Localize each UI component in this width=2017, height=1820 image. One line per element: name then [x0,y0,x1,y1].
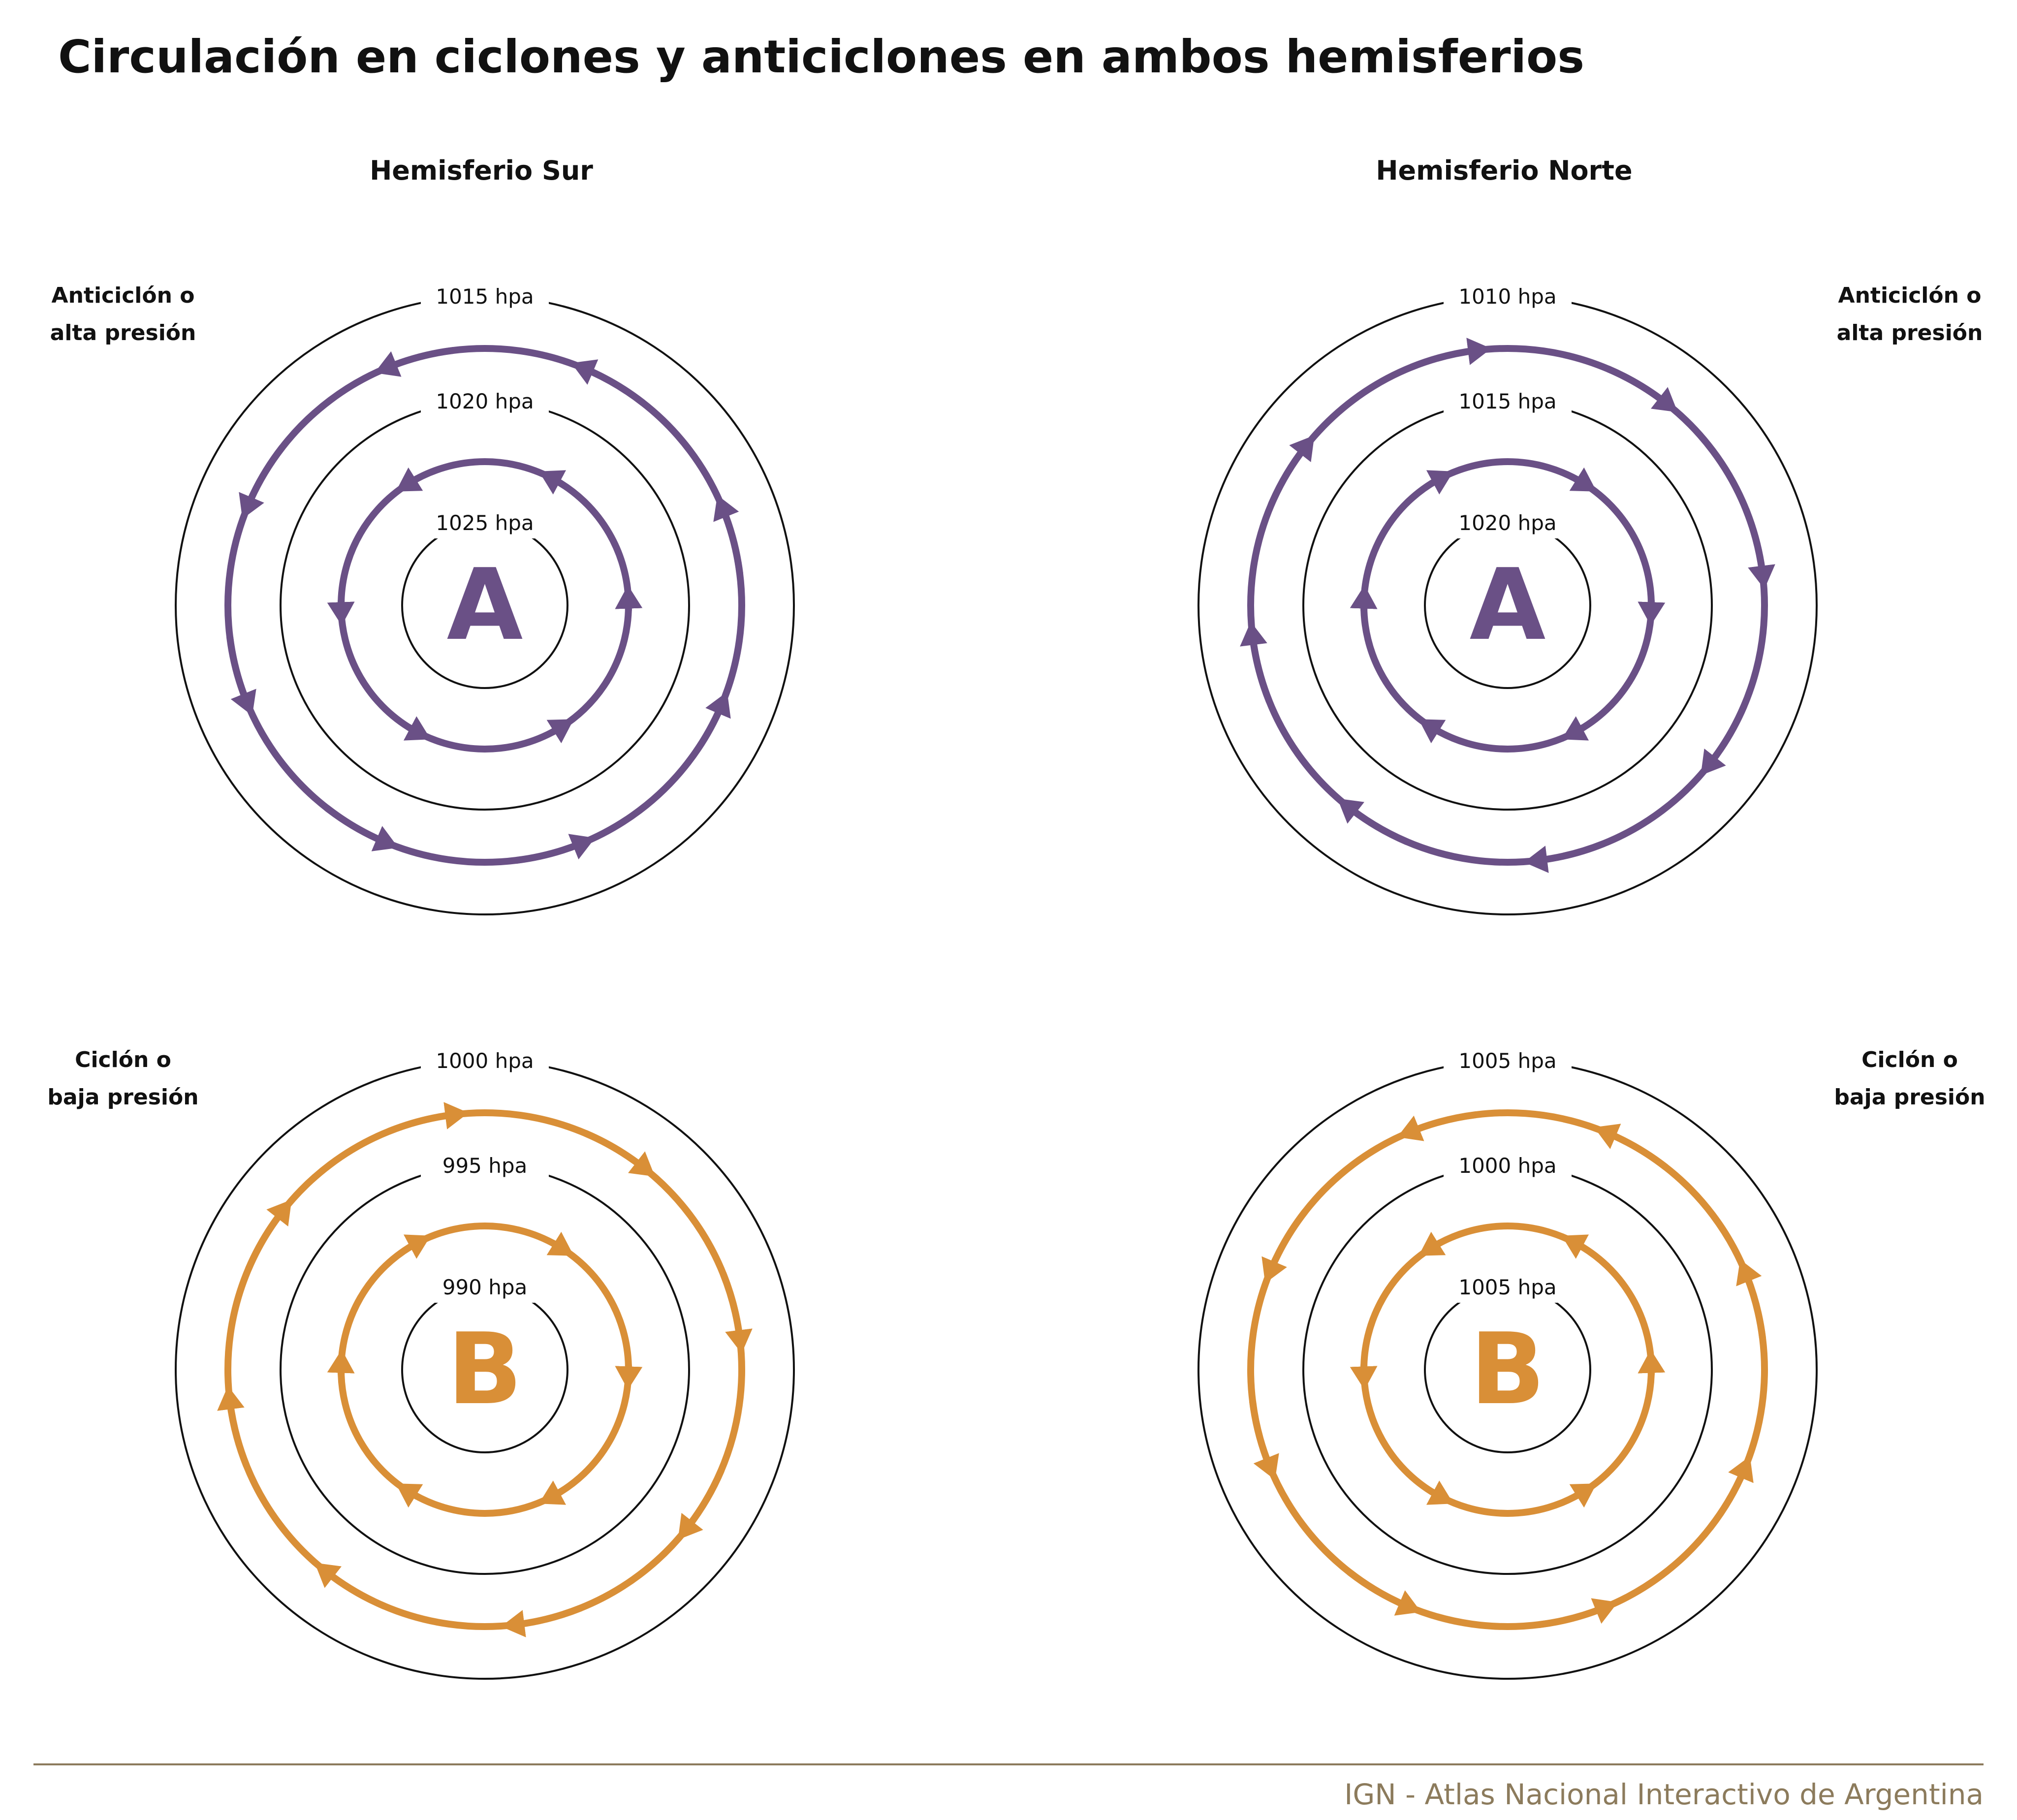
circulation-arrow [552,1365,629,1497]
circulation-arrow [341,478,417,610]
circulation-arrow [552,600,629,732]
pressure-label: 1000 hpa [1458,1154,1557,1178]
circulation-arrow [1364,478,1440,610]
circulation-arrow [341,1365,417,1497]
circulation-arrow [341,600,417,732]
system-type-label: alta presión [50,320,196,345]
hemisphere-title-south: Hemisferio Sur [370,155,593,186]
hemisphere-title-north: Hemisferio Norte [1376,155,1633,186]
circulation-arrow [409,1492,561,1513]
system-type-label: baja presión [47,1085,199,1110]
circulation-arrow [1575,1365,1651,1497]
circulation-arrow [1364,600,1440,732]
footer-divider [33,1763,1984,1765]
system-type-label: Ciclón o [1861,1047,1958,1072]
pressure-label: 1015 hpa [1458,389,1557,413]
circulation-arrow [1575,478,1651,610]
page-title: Circulación en ciclones y anticiclones en ambos hemisferios [58,31,1585,83]
circulation-arrow [1575,600,1651,732]
pressure-label: 1005 hpa [1458,1275,1557,1299]
system-type-label: Ciclón o [75,1047,171,1072]
footer-credit: IGN - Atlas Nacional Interactivo de Argentina [1344,1778,1984,1811]
circulation-arrow [409,1226,561,1248]
pressure-label: 995 hpa [442,1154,528,1178]
system-type-label: Anticiclón o [51,283,195,308]
pressure-label: 1020 hpa [1458,511,1557,535]
pressure-label: 990 hpa [442,1275,528,1299]
circulation-arrow [1431,1226,1583,1248]
circulation-arrow [1431,462,1583,483]
panel-north-cyclone [1198,1045,1985,1679]
pressure-center-letter: A [1469,548,1546,662]
circulation-arrow [341,1243,417,1375]
system-type-label: baja presión [1834,1085,1985,1110]
pressure-center-letter: B [447,1312,523,1427]
pressure-label: 1005 hpa [1458,1049,1557,1073]
circulation-arrow [1364,1365,1440,1497]
pressure-label: 1020 hpa [436,389,534,413]
panel-south-anticyclone [50,281,794,914]
pressure-label: 1015 hpa [436,284,534,309]
circulation-arrow [1364,1243,1440,1375]
pressure-label: 1025 hpa [436,511,534,535]
system-type-label: Anticiclón o [1838,283,1982,308]
pressure-label: 1010 hpa [1458,284,1557,309]
pressure-label: 1000 hpa [436,1049,534,1073]
circulation-arrow [1431,727,1583,749]
circulation-arrow [409,727,561,749]
panel-south-cyclone [47,1045,794,1679]
circulation-arrow [1431,1492,1583,1513]
circulation-arrow [552,478,629,610]
circulation-arrow [1575,1243,1651,1375]
circulation-arrow [552,1243,629,1375]
panel-north-anticyclone [1198,281,1983,914]
pressure-center-letter: A [446,548,523,662]
pressure-center-letter: B [1470,1312,1545,1427]
system-type-label: alta presión [1836,320,1983,345]
circulation-arrow [409,462,561,483]
